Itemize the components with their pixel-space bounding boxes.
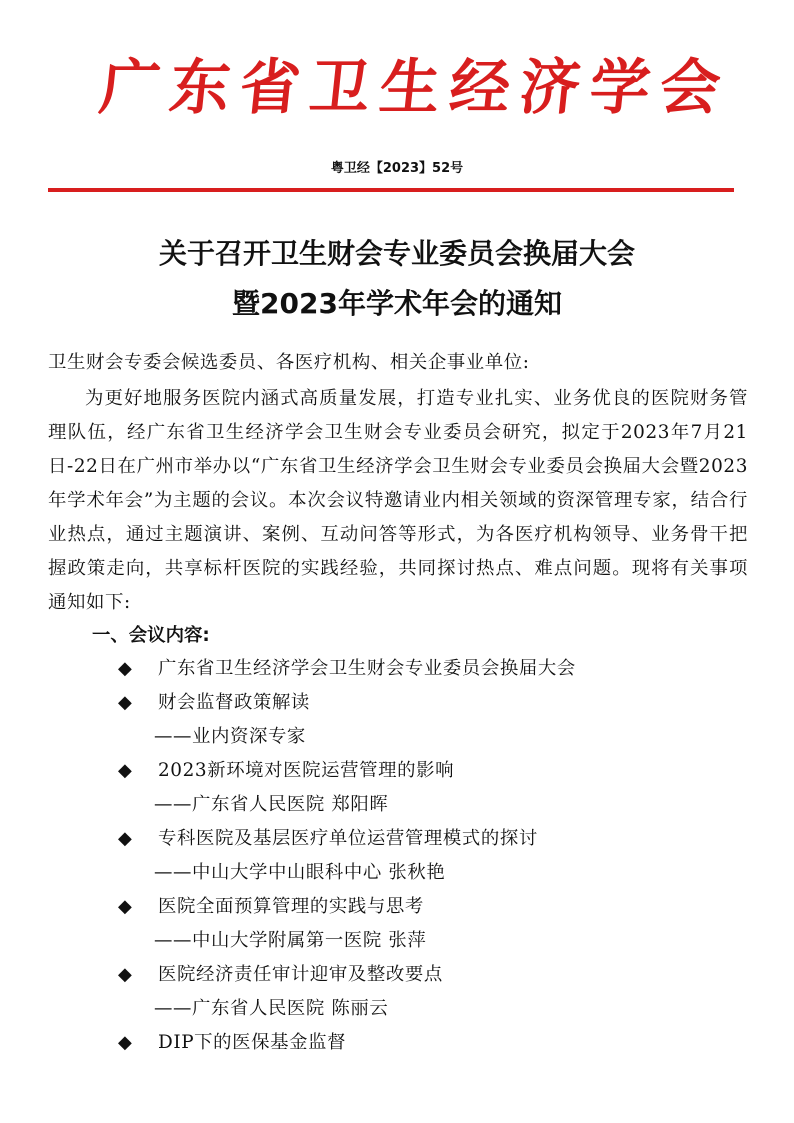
diamond-bullet-icon: ◆ [118,760,133,781]
notice-title-line-2: 暨2023年学术年会的通知 [232,287,562,320]
agenda-topic: 医院全面预算管理的实践与思考 [158,896,424,917]
agenda-item [118,958,758,992]
agenda-topic: 2023新环境对医院运营管理的影响 [158,760,455,781]
notice-title-line-1: 关于召开卫生财会专业委员会换届大会 [158,237,635,270]
agenda-speaker: ——广东省人民医院 陈丽云 [154,998,389,1019]
agenda-speaker: ——中山大学中山眼科中心 张秋艳 [154,862,446,883]
agenda-speaker: ——广东省人民医院 郑阳晖 [154,794,389,815]
body-paragraph: 为更好地服务医院内涵式高质量发展，打造专业扎实、业务优良的医院财务管理队伍，经广东省卫生经济学会卫生财会专业委员会研究，拟定于2023年7月21日-22日在广州市举办以“广东省卫生经济学会卫生财会专业委员会换届大会暨2023年学术年会”为主题的会议。本次会议特邀请业内相关领域的资深管理专家，结合行业热点，通过主题演讲、案例、互动问答等形式，为各医疗机构领导、业务骨干把握政策走向，共享标杆医院的实践经验，共同探讨热点、难点问题。现将有关事项通知如下: [48,388,748,613]
diamond-bullet-icon: ◆ [118,896,133,917]
agenda-topic: 财会监督政策解读 [158,692,310,713]
agenda-list [118,652,758,1060]
document-number: 粤卫经【2023】52号 [330,161,464,176]
red-divider [48,188,734,192]
agenda-item [118,890,758,924]
section-heading: 一、会议内容: [92,625,210,646]
agenda-item [118,822,758,856]
organization-header: 广东省卫生经济学会 [96,53,734,123]
diamond-bullet-icon: ◆ [118,658,133,679]
agenda-item [118,754,758,788]
agenda-topic: 医院经济责任审计迎审及整改要点 [158,964,443,985]
diamond-bullet-icon: ◆ [118,828,133,849]
agenda-item [118,686,758,720]
agenda-speaker: ——业内资深专家 [154,726,306,747]
agenda-topic: 专科医院及基层医疗单位运营管理模式的探讨 [158,828,538,849]
agenda-topic: 广东省卫生经济学会卫生财会专业委员会换届大会 [158,658,576,679]
diamond-bullet-icon: ◆ [118,964,133,985]
agenda-topic: DIP下的医保基金监督 [158,1032,347,1053]
diamond-bullet-icon: ◆ [118,692,133,713]
diamond-bullet-icon: ◆ [118,1032,133,1053]
agenda-item [118,1026,758,1060]
agenda-item [118,652,758,686]
agenda-speaker: ——中山大学附属第一医院 张萍 [154,930,427,951]
salutation: 卫生财会专委会候选委员、各医疗机构、相关企事业单位: [48,352,530,373]
